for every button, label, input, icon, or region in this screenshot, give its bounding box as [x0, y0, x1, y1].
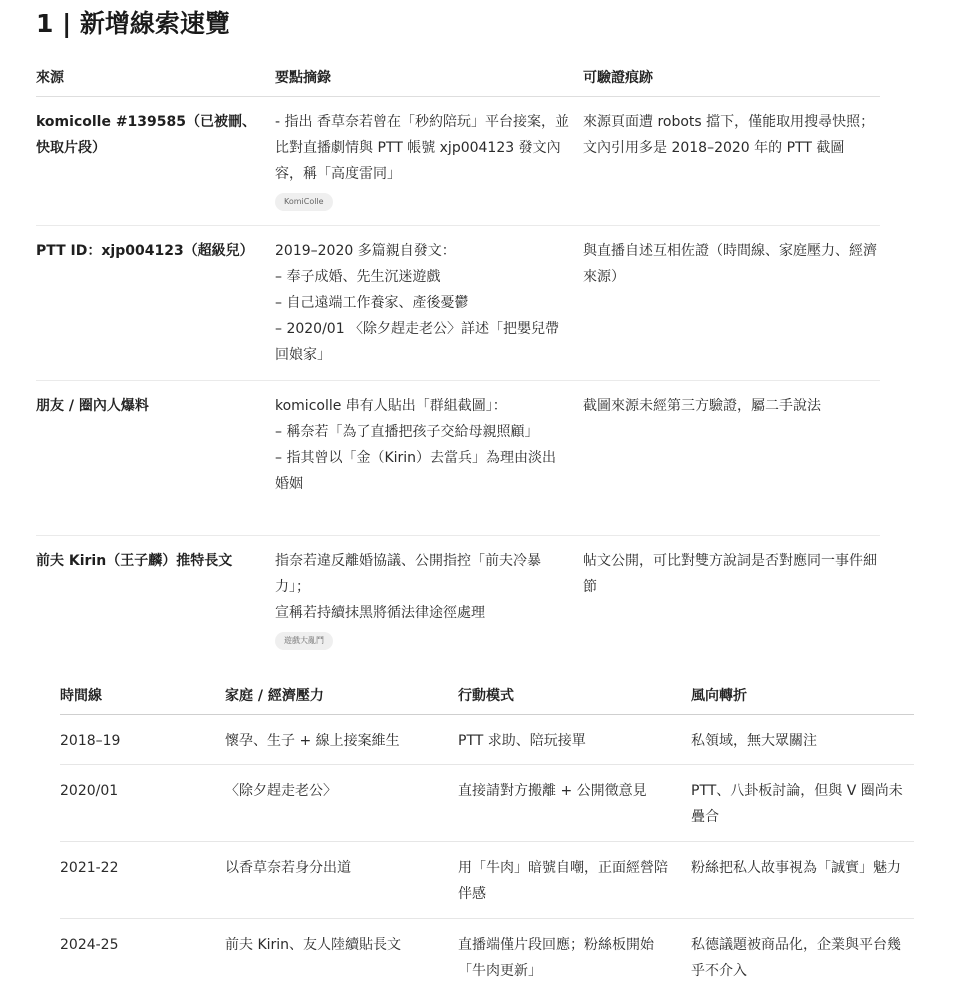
header-trace: 可驗證痕跡: [583, 70, 653, 86]
row-source: 朋友 / 圈內人爆料: [36, 398, 149, 414]
evidence-table-header: [36, 62, 880, 97]
evidence-table: [36, 62, 880, 658]
row-period: 2021-22: [60, 860, 119, 876]
summary-line: komicolle 串有人貼出「群組截圖」：: [275, 398, 507, 414]
row-action: 直接請對方搬離 + 公開徵意見: [458, 783, 647, 799]
header-summary: 要點摘錄: [275, 70, 331, 86]
header-action: 行動模式: [458, 688, 514, 704]
row-summary: [275, 238, 583, 380]
row-summary: [275, 109, 583, 225]
timeline-table: [60, 680, 914, 989]
section-title: 1 | 新增線索速覽: [36, 9, 230, 38]
row-shift: 私德議題被商品化，企業與平台幾乎不介入: [691, 937, 901, 979]
summary-line: – 指其曾以「金（Kirin）去當兵」為理由淡出婚姻: [275, 450, 557, 492]
row-pressure: 〈除夕趕走老公〉: [225, 783, 337, 799]
header-source: 來源: [36, 70, 64, 86]
row-action: 用「牛肉」暗號自嘲，正面經營陪伴感: [458, 860, 668, 902]
row-shift: 粉絲把私人故事視為「誠實」魅力: [691, 860, 901, 876]
timeline-table-header: [60, 680, 914, 715]
row-trace: 截圖來源未經第三方驗證，屬二手說法: [583, 398, 821, 414]
row-pressure: 懷孕、生子 + 線上接案維生: [225, 733, 400, 749]
summary-line: – 稱奈若「為了直播把孩子交給母親照顧」: [275, 424, 539, 440]
header-pressure: 家庭 / 經濟壓力: [225, 688, 324, 704]
table-row: [36, 226, 880, 381]
summary-line: – 2020/01 〈除夕趕走老公〉詳述「把嬰兒帶回娘家」: [275, 321, 560, 363]
summary-line: – 自己遠端工作養家、產後憂鬱: [275, 295, 469, 311]
row-action: 直播端僅片段回應；粉絲板開始「牛肉更新」: [458, 937, 654, 979]
table-row: [60, 765, 914, 842]
row-period: 2018–19: [60, 733, 121, 749]
row-period: 2020/01: [60, 783, 119, 799]
table-row: [60, 842, 914, 919]
row-trace: 與直播自述互相佐證（時間線、家庭壓力、經濟來源）: [583, 243, 877, 285]
summary-line: 宣稱若持續抹黑將循法律途徑處理: [275, 605, 485, 621]
row-summary: [275, 393, 583, 535]
source-tag[interactable]: 遊戲大亂鬥: [275, 632, 333, 650]
row-action: PTT 求助、陪玩接單: [458, 733, 586, 749]
row-period: 2024-25: [60, 937, 119, 953]
table-row: [36, 381, 880, 536]
row-shift: PTT、八卦板討論，但與 V 圈尚未疊合: [691, 783, 903, 825]
summary-line: 指奈若違反離婚協議、公開指控「前夫冷暴力」；: [275, 553, 541, 595]
table-row: [60, 715, 914, 765]
row-summary: [275, 548, 583, 658]
header-shift: 風向轉折: [691, 688, 747, 704]
row-trace: 來源頁面遭 robots 擋下，僅能取用搜尋快照；文內引用多是 2018–2020 年的 PTT 截圖: [583, 114, 875, 156]
table-row: [60, 919, 914, 989]
table-row: [36, 97, 880, 226]
summary-line: – 奉子成婚、先生沉迷遊戲: [275, 269, 441, 285]
row-shift: 私領域，無大眾關注: [691, 733, 817, 749]
summary-line: - 指出 香草奈若曾在「秒約陪玩」平台接案，並比對直播劇情與 PTT 帳號 xjp004123 發文內容，稱「高度雷同」: [275, 114, 569, 182]
row-source: komicolle #139585（已被刪、快取片段）: [36, 114, 257, 156]
row-source: PTT ID：xjp004123（超級兒）: [36, 243, 254, 259]
row-trace: 帖文公開，可比對雙方說詞是否對應同一事件細節: [583, 553, 877, 595]
header-period: 時間線: [60, 688, 102, 704]
source-tag[interactable]: KomiColle: [275, 193, 333, 211]
row-pressure: 前夫 Kirin、友人陸續貼長文: [225, 937, 402, 953]
row-pressure: 以香草奈若身分出道: [225, 860, 351, 876]
table-row: [36, 536, 880, 658]
row-source: 前夫 Kirin（王子麟）推特長文: [36, 553, 233, 569]
summary-line: 2019–2020 多篇親自發文：: [275, 243, 456, 259]
